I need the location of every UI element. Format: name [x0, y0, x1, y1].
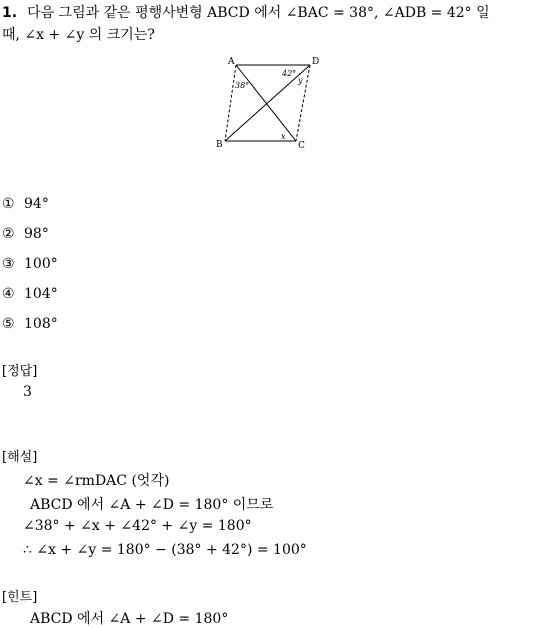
choice-mark: ⑤	[2, 316, 15, 332]
side-ab	[225, 65, 236, 141]
angle-38-label: 38°	[235, 81, 250, 90]
answer-label: [정답]	[2, 364, 38, 379]
explanation-line-4: ∴ ∠x + ∠y = 180° − (38° + 42°) = 100°	[23, 542, 307, 558]
label-a: A	[228, 57, 235, 67]
hint-text: ABCD 에서 ∠A + ∠D = 180°	[30, 611, 229, 627]
question-text-2: 때, ∠x + ∠y 의 크기는?	[2, 27, 155, 43]
choice-mark: ①	[2, 196, 15, 212]
question-number: 1.	[2, 5, 18, 21]
choice-mark: ③	[2, 256, 15, 272]
label-c: C	[298, 141, 305, 151]
choice-text: 108°	[24, 316, 58, 332]
angle-42-label: 42°	[282, 69, 297, 78]
question-line-1	[2, 2, 490, 22]
parallelogram-figure	[212, 52, 324, 152]
choice-text: 94°	[24, 196, 49, 212]
choice-mark: ②	[2, 226, 15, 242]
choice-4[interactable]	[2, 286, 58, 302]
choice-5[interactable]	[2, 316, 58, 332]
choice-3[interactable]	[2, 256, 58, 272]
choice-2[interactable]	[2, 226, 49, 242]
explanation-label: [해설]	[2, 450, 38, 465]
hint-label: [힌트]	[2, 590, 38, 605]
answer-value: 3	[23, 384, 32, 400]
choice-mark: ④	[2, 286, 15, 302]
angle-y-label: y	[298, 76, 303, 85]
explanation-line-1: ∠x = ∠rmDAC (엇각)	[23, 473, 170, 489]
label-d: D	[312, 57, 320, 67]
question-text-1: 다음 그림과 같은 평행사변형 ABCD 에서 ∠BAC = 38°, ∠ADB = 42° 일	[27, 5, 490, 21]
explanation-line-3: ∠38° + ∠x + ∠42° + ∠y = 180°	[23, 518, 252, 534]
choice-text: 100°	[24, 256, 58, 272]
choice-text: 98°	[24, 226, 49, 242]
label-b: B	[216, 140, 223, 150]
choice-text: 104°	[24, 286, 58, 302]
explanation-line-2: ABCD 에서 ∠A + ∠D = 180° 이므로	[30, 497, 274, 513]
angle-x-label: x	[281, 132, 286, 141]
choice-1[interactable]	[2, 196, 49, 212]
